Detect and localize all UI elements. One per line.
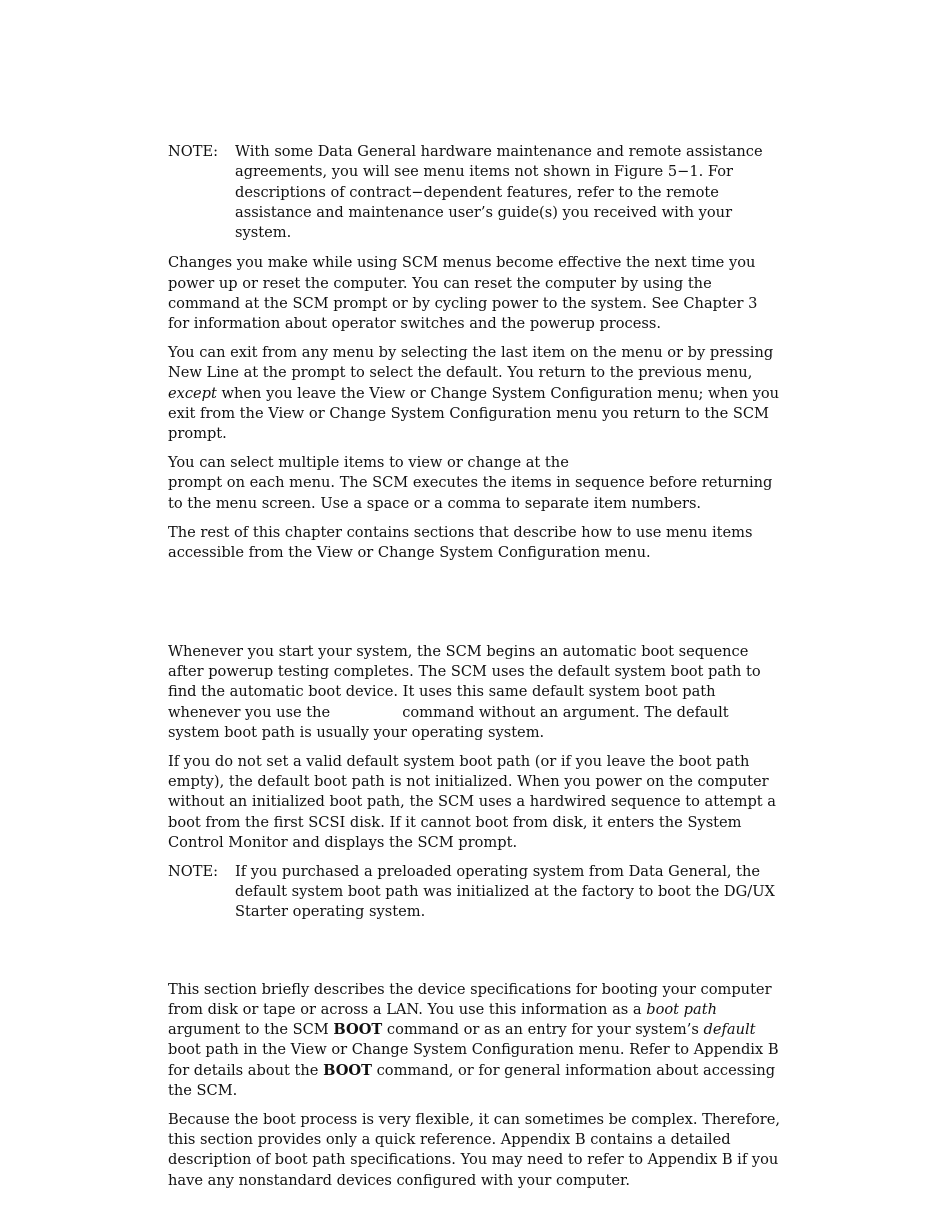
- paragraph-reset-computer: [168, 253, 783, 334]
- command-name: BOOT: [323, 1061, 372, 1079]
- command-name: BOOT: [333, 1021, 383, 1039]
- paragraph-text: This section briefly describes the device specifications for booting your computer from disk or tape or across a LAN. You use this information as a: [168, 980, 772, 1018]
- emphasis-text: boot path: [646, 1000, 717, 1018]
- paragraph-multiple-items: [168, 453, 783, 514]
- document-body: [168, 142, 783, 1199]
- note-block: [168, 862, 783, 923]
- note-text: If you purchased a preloaded operating system from Data General, the default system boot path was initialized at the factory to boot the DG/UX Starter operating system.: [235, 862, 775, 921]
- paragraph-exit-menu: [168, 343, 783, 444]
- note-label: NOTE:: [168, 862, 219, 880]
- paragraph-text: command at the SCM prompt or by cycling power to the system. See Chapter 3 for information about operator switches and the powerup process.: [168, 295, 758, 333]
- paragraph-text: You can exit from any menu by selecting the last item on the menu or by pressing New Line at the prompt to select the default. You return to the previous menu,: [168, 344, 774, 382]
- paragraph-text: Changes you make while using SCM menus become effective the next time you power up or reset the computer. You can reset the computer by using the: [168, 254, 756, 292]
- paragraph-rest-of-chapter: The rest of this chapter contains sections that describe how to use menu items accessible from the View or Change System Configuration menu.: [168, 523, 753, 561]
- emphasis-text: default: [703, 1021, 756, 1039]
- section-gap: [168, 933, 783, 980]
- paragraph-text: when you leave the View or Change System Configuration menu; when you exit from the View or Change System Configuration menu you return to the SCM prompt.: [168, 384, 780, 443]
- paragraph-default-boot-path: If you do not set a valid default system boot path (or if you leave the boot path empty), the default boot path is not initialized. When you power on the computer without an initialized boot path, the SCM uses a hardwired sequence to attempt a boot from the first SCSI disk. If it cannot boot from disk, it enters the System Control Monitor and displays the SCM prompt.: [168, 752, 776, 851]
- paragraph-text: Whenever you start your system, the SCM begins an automatic boot sequence after powerup testing completes. The SCM uses the default system boot path to find the automatic boot device. It uses this same default system boot path whenever you use the: [168, 642, 761, 721]
- note-text: With some Data General hardware maintenance and remote assistance agreements, you will see menu items not shown in Figure 5−1. For descriptions of contract−dependent features, refer to the remote assistance and maintenance user’s guide(s) you received with your system.: [235, 143, 763, 242]
- paragraph-text: command without an argument. The default system boot path is usually your operating system.: [168, 703, 729, 741]
- paragraph-text: prompt on each menu. The SCM executes the items in sequence before returning to the menu screen. Use a space or a comma to separate item numbers.: [168, 474, 773, 512]
- note-block: [168, 142, 783, 243]
- section-gap: [168, 572, 783, 642]
- paragraph-text: boot path in the View or Change System Configuration menu. Refer to Appendix B for details about the: [168, 1041, 779, 1079]
- paragraph-text: command or as an entry for your system’s: [386, 1021, 699, 1039]
- paragraph-text: argument to the SCM: [168, 1021, 329, 1039]
- paragraph-automatic-boot: [168, 642, 783, 743]
- emphasis-text: except: [168, 384, 217, 402]
- paragraph-boot-process: Because the boot process is very flexible, it can sometimes be complex. Therefore, this section provides only a quick reference. Appendix B contains a detailed description of boot path specifications. You may need to refer to Appendix B if you have any nonstandard devices configured with your computer.: [168, 1110, 780, 1189]
- paragraph-device-specifications: [168, 980, 783, 1102]
- paragraph-text: command, or for general information about accessing the SCM.: [168, 1061, 776, 1099]
- note-label: NOTE:: [168, 143, 219, 160]
- paragraph-text: You can select multiple items to view or change at the: [168, 454, 569, 472]
